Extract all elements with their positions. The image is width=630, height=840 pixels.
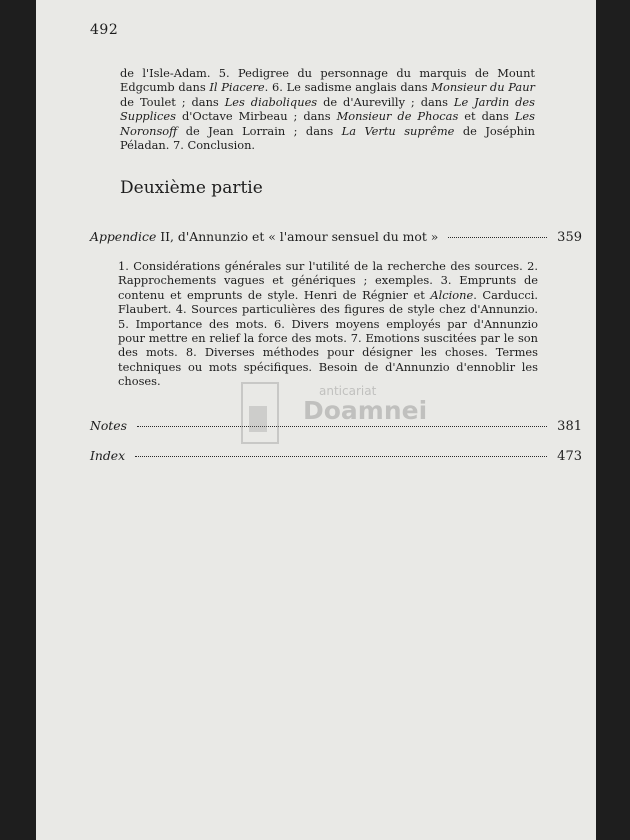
text-segment: de d'Aurevilly ; dans [317,94,454,109]
toc-label: Notes [90,418,127,433]
text-segment: Les Noronsoff [120,109,535,138]
text-segment: La Vertu suprême [341,123,455,138]
watermark-top-text: anticariat [319,384,377,398]
toc-label [90,229,438,244]
carryover-paragraph [120,66,535,152]
page-number: 492 [90,22,119,38]
text-segment: de Toulet ; dans [120,94,225,109]
text-segment: . 6. Le sadisme anglais dans [264,80,432,95]
text-segment: Alcione [430,287,474,302]
text-segment: d'Octave Mirbeau ; dans [175,109,337,124]
toc-label: Index [90,448,126,463]
appendix-italic-label: Appendice [90,229,157,244]
text-segment: de Jean Lorrain ; dans [177,123,342,138]
text-segment: de l'Isle-Adam. 5. Pedigree du personnage du marquis de Mount Edgcumb dans [120,66,535,95]
text-segment: et dans [458,109,515,124]
text-segment: Il Piacere [209,80,265,95]
toc-entry-notes [90,418,582,434]
text-segment: Les diaboliques [224,94,318,109]
dot-leader [137,426,547,427]
toc-entry-appendix [90,229,582,245]
text-segment: Monsieur de Phocas [336,109,459,124]
text-segment: Le Jardin des Supplices [120,94,535,124]
toc-page-ref: 473 [557,449,582,464]
text-segment: 1. Considérations générales sur l'utilité de la recherche des sources. 2. Rapprochements vagues et génériques ; exemples. 3. Emprunts de contenu et emprunts de style. Henri de Régnier et [118,259,538,302]
watermark-logo [241,380,431,452]
text-segment: Monsieur du Paur [431,80,535,95]
toc-page-ref: 381 [557,419,582,434]
part-heading: Deuxième partie [120,178,263,198]
book-page [36,0,596,840]
dot-leader [135,456,547,457]
toc-entry-index [90,448,582,464]
watermark-frame-icon [241,382,279,444]
text-segment: de Joséphin Péladan. 7. Conclusion. [120,123,535,153]
appendix-summary [118,259,538,389]
watermark-main-text: Doamnei [303,396,428,425]
text-segment: . Carducci. Flaubert. 4. Sources particulières des figures de style chez d'Annunzio. 5. Importance des mots. 6. Divers moyens employés par d'Annunzio pour mettre en relief la force des mots. 7. Emotions suscitées par le son des mots. 8. Diverses méthodes pour désigner les choses. Termes techniques ou mots spécifiques. Besoin de d'Annunzio d'ennoblir les choses. [118,287,538,389]
toc-page-ref: 359 [557,230,582,245]
appendix-title: II, d'Annunzio et « l'amour sensuel du mot » [156,229,439,244]
dot-leader [448,237,547,238]
